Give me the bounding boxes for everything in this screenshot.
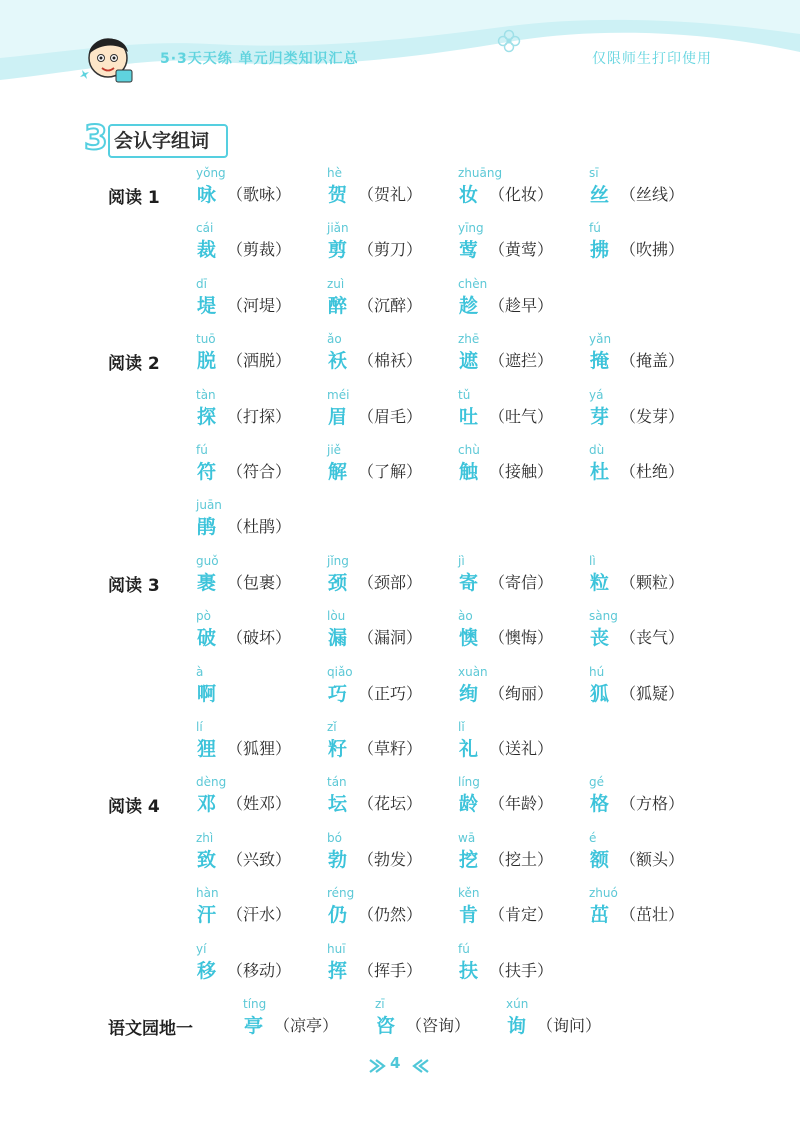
pinyin-text: hú (589, 664, 605, 679)
pinyin-text: réng (327, 886, 355, 901)
group-label: 阅读 1 (108, 188, 160, 208)
character-text: 礼 (459, 738, 479, 760)
character-text: 籽 (328, 738, 348, 760)
word-entry (196, 498, 326, 554)
left-arrow-ornament-icon (368, 1056, 388, 1076)
character-text: 杜 (590, 461, 610, 483)
pinyin-text: é (589, 830, 597, 845)
pinyin-text: yǎn (589, 332, 612, 347)
pinyin-text: jiǎn (327, 221, 349, 236)
example-word-text: （凉亭） (274, 1016, 339, 1035)
character-text: 裁 (197, 239, 217, 262)
character-text: 袄 (328, 350, 348, 373)
pinyin-text: à (196, 664, 204, 679)
word-entry (327, 831, 457, 887)
character-text: 妆 (459, 184, 479, 206)
example-word-text: （打探） (227, 406, 292, 426)
word-entry (196, 942, 326, 998)
character-text: 解 (328, 461, 348, 483)
character-text: 询 (507, 1015, 527, 1037)
word-entry (458, 775, 588, 831)
word-entry (196, 831, 326, 887)
word-entry (196, 221, 326, 277)
pinyin-text: pò (196, 609, 211, 624)
character-text: 勃 (328, 848, 348, 871)
character-text: 汗 (197, 904, 217, 927)
word-entry (196, 443, 326, 499)
word-entry (589, 665, 719, 721)
word-entry (327, 277, 457, 333)
group-label: 阅读 3 (108, 575, 160, 596)
group-label: 语文园地一 (108, 1019, 193, 1039)
character-text: 挖 (459, 848, 479, 871)
character-text: 颈 (328, 571, 348, 594)
example-word-text: （颗粒） (620, 572, 685, 592)
example-word-text: （贺礼） (358, 185, 423, 204)
character-text: 贺 (328, 184, 348, 206)
character-text: 咏 (197, 184, 217, 206)
pinyin-text: qiǎo (327, 664, 353, 679)
example-word-text: （趁早） (489, 295, 554, 315)
example-word-text: （洒脱） (227, 351, 292, 371)
pinyin-text: yīng (458, 221, 484, 236)
pinyin-text: yǒng (196, 166, 226, 180)
character-text: 鹃 (197, 516, 217, 539)
example-word-text: （漏洞） (358, 628, 423, 648)
example-word-text: （歌咏） (227, 185, 292, 204)
word-entry (589, 831, 719, 887)
example-word-text: （河堤） (227, 295, 292, 315)
page-number: 4 (390, 1054, 401, 1072)
character-text: 粒 (590, 571, 610, 594)
character-text: 肯 (459, 904, 479, 927)
example-word-text: （了解） (358, 462, 423, 481)
word-entry (458, 388, 588, 444)
example-word-text: （吹拂） (620, 240, 685, 260)
page-header (0, 0, 800, 100)
example-word-text: （剪裁） (227, 240, 292, 260)
word-entry (327, 942, 457, 998)
right-arrow-ornament-icon (410, 1056, 430, 1076)
word-entry (458, 942, 588, 998)
word-entry (458, 609, 588, 665)
character-text: 啊 (197, 682, 217, 705)
example-word-text: （丝线） (620, 185, 685, 204)
character-text: 符 (197, 461, 217, 483)
character-text: 趁 (459, 294, 479, 317)
example-word-text: （兴致） (227, 849, 292, 869)
pinyin-text: zhuó (589, 886, 618, 901)
word-entry (589, 221, 719, 277)
pinyin-text: guǒ (196, 553, 219, 568)
character-text: 遮 (459, 350, 479, 373)
pinyin-text: zhuāng (458, 166, 503, 180)
pinyin-text: jiě (327, 443, 342, 457)
example-word-text: （剪刀） (358, 240, 423, 260)
example-word-text: （遮拦） (489, 351, 554, 371)
pinyin-text: dèng (196, 775, 227, 790)
character-text: 坛 (328, 793, 348, 816)
character-text: 寄 (459, 571, 479, 594)
pinyin-text: tàn (196, 387, 216, 402)
example-word-text: （发芽） (620, 406, 685, 426)
example-word-text: （包裹） (227, 572, 292, 592)
word-entry (327, 554, 457, 610)
example-word-text: （符合） (227, 462, 292, 481)
word-entry (589, 775, 719, 831)
character-text: 狐 (590, 682, 610, 705)
example-word-text: （年龄） (489, 794, 554, 814)
word-entry (196, 720, 326, 776)
pinyin-text: cái (196, 221, 214, 236)
word-entry (327, 775, 457, 831)
character-text: 丝 (590, 184, 610, 206)
word-entry (458, 665, 588, 721)
word-entry (589, 388, 719, 444)
example-word-text: （肯定） (489, 905, 554, 925)
word-entry (196, 166, 326, 222)
character-text: 挥 (328, 959, 348, 982)
example-word-text: （寄信） (489, 572, 554, 592)
character-text: 漏 (328, 627, 348, 650)
example-word-text: （移动） (227, 960, 292, 980)
character-text: 醉 (328, 294, 348, 317)
word-entry (589, 332, 719, 388)
example-word-text: （破坏） (227, 628, 292, 648)
character-text: 仍 (328, 904, 348, 927)
pinyin-text: jì (458, 553, 465, 568)
character-text: 拂 (590, 239, 610, 262)
pinyin-text: chù (458, 443, 480, 457)
example-word-text: （询问） (537, 1016, 602, 1035)
example-word-text: （掩盖） (620, 351, 685, 371)
word-entry (196, 277, 326, 333)
character-text: 探 (197, 405, 217, 428)
pinyin-text: zhì (196, 830, 214, 845)
header-title: 5·3天天练 单元归类知识汇总 (160, 51, 359, 67)
character-text: 堤 (197, 294, 217, 317)
word-entry (327, 609, 457, 665)
example-word-text: （绚丽） (489, 683, 554, 703)
example-word-text: （黄莺） (489, 240, 554, 260)
character-text: 绚 (459, 682, 479, 705)
example-word-text: （化妆） (489, 185, 554, 204)
word-entry (589, 886, 719, 942)
character-text: 脱 (197, 350, 217, 373)
character-text: 巧 (328, 682, 348, 705)
word-entry (375, 997, 505, 1053)
example-word-text: （颈部） (358, 572, 423, 592)
word-entry (196, 665, 326, 721)
header-usage-note: 仅限师生打印使用 (592, 51, 712, 67)
example-word-text: （丧气） (620, 628, 685, 648)
character-text: 吐 (459, 405, 479, 428)
pinyin-text: zhē (458, 332, 480, 347)
pinyin-text: fú (458, 941, 470, 956)
pinyin-text: sī (589, 166, 599, 180)
group-label: 阅读 2 (108, 354, 160, 375)
example-word-text: （汗水） (227, 905, 292, 925)
character-text: 丧 (590, 627, 610, 650)
example-word-text: （正巧） (358, 683, 423, 703)
example-word-text: （杜绝） (620, 462, 685, 481)
word-entry (196, 775, 326, 831)
example-word-text: （送礼） (489, 739, 554, 758)
example-word-text: （勃发） (358, 849, 423, 869)
word-entry (327, 332, 457, 388)
pinyin-text: lì (589, 553, 596, 568)
character-text: 狸 (197, 738, 217, 760)
word-entry (458, 720, 588, 776)
pinyin-text: bó (327, 830, 342, 845)
word-entry (243, 997, 373, 1053)
example-word-text: （咨询） (406, 1016, 471, 1035)
pinyin-text: dù (589, 443, 605, 457)
pinyin-text: zī (375, 997, 385, 1011)
character-text: 茁 (590, 904, 610, 927)
word-entry (458, 443, 588, 499)
cartoon-boy-icon (76, 26, 146, 88)
word-entry (327, 166, 457, 222)
word-entry (589, 166, 719, 222)
pinyin-text: lí (196, 720, 203, 734)
character-text: 芽 (590, 405, 610, 428)
character-text: 扶 (459, 959, 479, 982)
character-text: 破 (197, 627, 217, 650)
example-word-text: （姓邓） (227, 794, 292, 814)
example-word-text: （懊悔） (489, 628, 554, 648)
pinyin-text: juān (196, 498, 222, 513)
word-entry (327, 720, 457, 776)
pinyin-text: zǐ (327, 720, 337, 734)
example-word-text: （挥手） (358, 960, 423, 980)
character-text: 移 (197, 959, 217, 982)
word-entry (458, 831, 588, 887)
word-entry (327, 221, 457, 277)
word-entry (458, 277, 588, 333)
example-word-text: （杜鹃） (227, 517, 292, 537)
pinyin-text: tǔ (458, 387, 471, 402)
pinyin-text: chèn (458, 276, 488, 291)
pinyin-text: tán (327, 775, 347, 790)
section-title-text: 会认字组词 (114, 130, 210, 152)
word-entry (506, 997, 636, 1053)
pinyin-text: lǐ (458, 720, 465, 734)
character-text: 裹 (197, 571, 217, 594)
pinyin-text: dī (196, 276, 207, 291)
example-word-text: （额头） (620, 849, 685, 869)
pinyin-text: hàn (196, 886, 219, 901)
pinyin-text: fú (589, 221, 601, 236)
pinyin-text: wā (458, 830, 476, 845)
example-word-text: （狐疑） (620, 683, 685, 703)
example-word-text: （接触） (489, 462, 554, 481)
pinyin-text: zuì (327, 276, 345, 291)
example-word-text: （方格） (620, 794, 685, 814)
character-text: 莺 (459, 239, 479, 262)
word-entry (458, 332, 588, 388)
example-word-text: （草籽） (358, 739, 423, 758)
word-entry (196, 332, 326, 388)
character-text: 致 (197, 848, 217, 871)
word-entry (327, 443, 457, 499)
section-number: 3 (84, 118, 108, 158)
example-word-text: （眉毛） (358, 406, 423, 426)
character-text: 眉 (328, 405, 348, 428)
example-word-text: （棉袄） (358, 351, 423, 371)
character-text: 咨 (376, 1015, 396, 1037)
flower-icon (496, 28, 522, 54)
word-entry (589, 609, 719, 665)
example-word-text: （吐气） (489, 406, 554, 426)
pinyin-text: méi (327, 387, 350, 402)
word-entry (458, 886, 588, 942)
word-entry (196, 554, 326, 610)
example-word-text: （茁壮） (620, 905, 685, 925)
character-text: 亭 (244, 1015, 264, 1037)
page-footer (360, 1054, 440, 1078)
example-word-text: （扶手） (489, 960, 554, 980)
pinyin-text: kěn (458, 886, 480, 901)
word-entry (458, 554, 588, 610)
pinyin-text: huī (327, 941, 346, 956)
example-word-text: （沉醉） (358, 295, 423, 315)
pinyin-text: lòu (327, 609, 346, 624)
example-word-text: （花坛） (358, 794, 423, 814)
character-text: 邓 (197, 793, 217, 816)
character-text: 掩 (590, 350, 610, 373)
word-entry (589, 554, 719, 610)
character-text: 龄 (459, 793, 479, 816)
word-entry (196, 609, 326, 665)
pinyin-text: líng (458, 775, 480, 790)
word-entry (196, 388, 326, 444)
pinyin-text: tíng (243, 997, 267, 1011)
group-label: 阅读 4 (108, 797, 160, 818)
pinyin-text: fú (196, 443, 208, 457)
character-text: 格 (590, 793, 610, 816)
word-entry (589, 443, 719, 499)
pinyin-text: jǐng (327, 553, 349, 568)
example-word-text: （挖土） (489, 849, 554, 869)
word-entry (196, 886, 326, 942)
pinyin-text: yí (196, 941, 207, 956)
example-word-text: （仍然） (358, 905, 423, 925)
pinyin-text: hè (327, 166, 342, 180)
section-title (108, 124, 228, 158)
pinyin-text: gé (589, 775, 604, 790)
pinyin-text: xún (506, 997, 529, 1011)
pinyin-text: yá (589, 387, 604, 402)
word-entry (327, 388, 457, 444)
pinyin-text: xuàn (458, 664, 488, 679)
pinyin-text: ào (458, 609, 473, 624)
character-text: 剪 (328, 239, 348, 262)
word-entry (327, 665, 457, 721)
word-entry (327, 886, 457, 942)
character-text: 触 (459, 461, 479, 483)
word-entry (458, 166, 588, 222)
character-text: 额 (590, 848, 610, 871)
word-entry (458, 221, 588, 277)
pinyin-text: ǎo (327, 332, 342, 347)
character-text: 懊 (459, 627, 479, 650)
pinyin-text: sàng (589, 609, 618, 624)
example-word-text: （狐狸） (227, 739, 292, 758)
pinyin-text: tuō (196, 332, 216, 347)
